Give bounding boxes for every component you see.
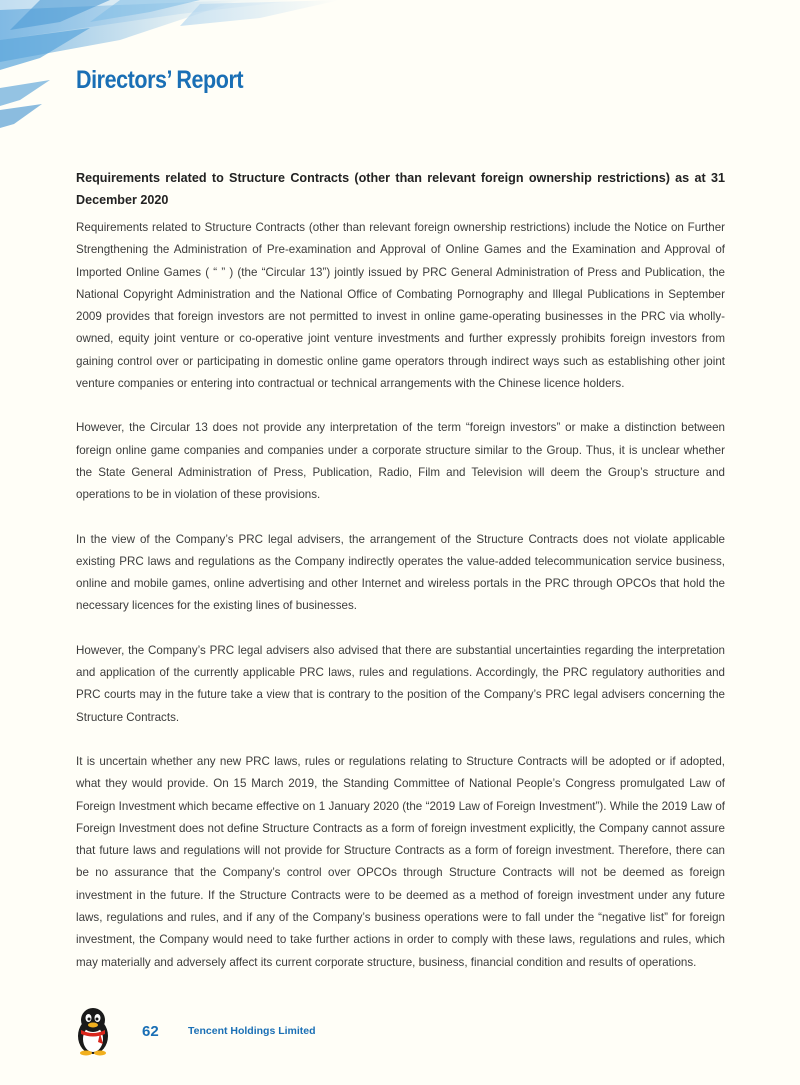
paragraph-foreign-investment-law: It is uncertain whether any new PRC laws, rules or regulations relating to Structure Contracts will be adopted or if adopted, what they would provide. On 15 March 2019, the Standing Committee of National People’s Congress promulgated Law of Foreign Investment which became effective on 1 January 2020 (the “2019 Law of Foreign Investment”). While the 2019 Law of Foreign Investment does not define Structure Contracts as a form of foreign investment explicitly, the Company cannot assure that future laws and regulations will not provide for Structure Contracts as a form of foreign investment. Therefore, there can be no assurance that the Company’s control over OPCOs through Structure Contracts will not be deemed as foreign investment in the future. If the Structure Contracts were to be deemed as a method of foreign investment under any future laws, regulations and rules, and if any of the Company’s business operations were to fall under the “negative list” for foreign investment, the Company would need to take further actions in order to comply with these laws, regulations and rules, which may materially and adversely affect its current corporate structure, business, financial condition and results of operations. [76, 754, 725, 969]
section-heading: Requirements related to Structure Contracts (other than relevant foreign ownership restrictions) as at 31 December 2020 [76, 171, 725, 207]
page-number: 62 [142, 1023, 159, 1040]
paragraph-foreign-investors: However, the Circular 13 does not provide any interpretation of the term “foreign investors” or make a distinction between foreign online game companies and companies under a corporate structure similar to the Group. Thus, it is unclear whether the State General Administration of Press, Publication, Radio, Film and Television will deem the Group’s structure and operations to be in violation of these provisions. [76, 421, 725, 502]
paragraph-legal-advisers-view: In the view of the Company’s PRC legal advisers, the arrangement of the Structure Contracts does not violate applicable existing PRC laws and regulations as the Company indirectly operates the value-added telecommunication service business, online and mobile games, online advertising and other Internet and wireless portals in the PRC through OPCOs that hold the necessary licences for the existing lines of businesses. [76, 532, 725, 613]
main-content [76, 167, 725, 996]
paragraph-uncertainties: However, the Company’s PRC legal advisers also advised that there are substantial uncertainties regarding the interpretation and application of the currently applicable PRC laws, rules and regulations. Accordingly, the PRC regulatory authorities and PRC courts may in the future take a view that is contrary to the position of the Company’s PRC legal advisers concerning the Structure Contracts. [76, 643, 725, 724]
penguin-mascot-icon [72, 1006, 114, 1056]
paragraph-circular-13: Requirements related to Structure Contracts (other than relevant foreign ownership restrictions) include the Notice on Further Strengthening the Administration of Pre-examination and Approval of Online Games and the Examination and Approval of Imported Online Games ( “ ” ) (the “Circular 13”) jointly issued by PRC General Administration of Press and Publication, the National Copyright Administration and the National Office of Combating Pornography and Illegal Publications in September 2009 provides that foreign investors are not permitted to invest in online game-operating businesses in the PRC via wholly-owned, equity joint venture or co-operative joint venture investments and further expressly prohibits foreign investors from gaining control over or participating in domestic online game operators through indirect ways such as establishing other joint venture companies or entering into contractual or technical arrangements with the Chinese licence holders. [76, 221, 725, 391]
page-title: Directors’ Report [76, 66, 244, 94]
company-name: Tencent Holdings Limited [188, 1025, 316, 1037]
page-footer [72, 1006, 392, 1056]
